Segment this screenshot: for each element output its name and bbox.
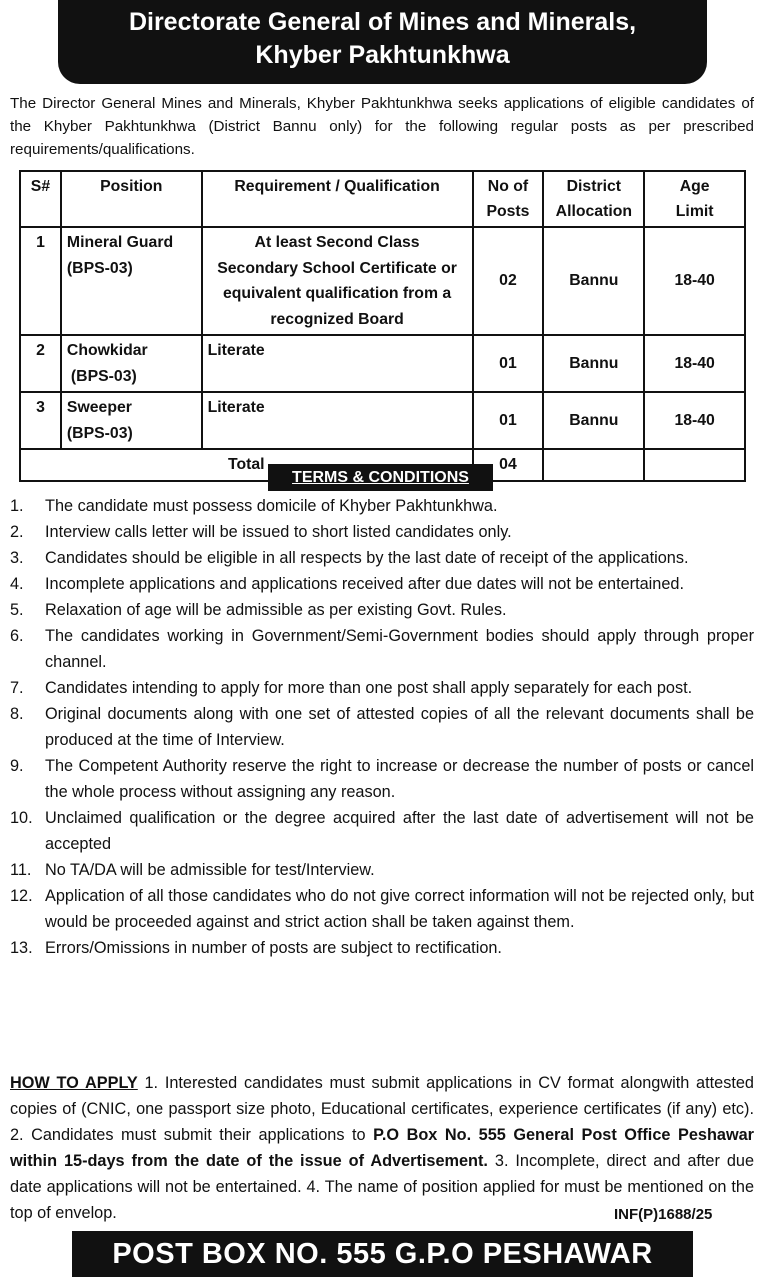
position-scale: (BPS-03) xyxy=(66,259,133,277)
how-to-apply-text-end: 3. Incomplete, direct and after due date applications will not be entertained. 4. The name of position applied for must be mentioned on the top of envelop. xyxy=(10,1152,755,1222)
cell-empty xyxy=(543,449,644,481)
list-item xyxy=(10,701,754,753)
item-number: 3. xyxy=(10,549,24,567)
item-number: 6. xyxy=(10,627,24,645)
terms-list xyxy=(10,493,754,961)
header-district xyxy=(543,171,644,227)
how-to-apply-text: 1. Interested candidates must submit applications in CV format alongwith attested copies of (CNIC, one passport size photo, Educational certificates, experience certificates (if any) etc). 2. Candidates must submit their applications to xyxy=(10,1074,754,1144)
advertisement-header xyxy=(58,0,707,84)
item-number: 8. xyxy=(10,705,24,723)
item-text: Relaxation of age will be admissible as per existing Govt. Rules. xyxy=(45,601,507,619)
cell-position xyxy=(61,335,202,392)
cell-district: Bannu xyxy=(543,335,644,392)
cell-position xyxy=(61,227,202,335)
item-number: 7. xyxy=(10,679,24,697)
cell-requirement: Literate xyxy=(202,335,473,392)
list-item xyxy=(10,675,754,701)
list-item xyxy=(10,623,754,675)
item-text: Errors/Omissions in number of posts are subject to rectification. xyxy=(45,939,502,957)
cell-age: 18-40 xyxy=(644,335,745,392)
header-age-line2: Limit xyxy=(675,203,714,220)
item-text: Interview calls letter will be issued to short listed candidates only. xyxy=(45,523,512,541)
list-item xyxy=(10,493,754,519)
item-text: The candidate must possess domicile of Khyber Pakhtunkhwa. xyxy=(45,497,498,515)
item-number: 9. xyxy=(10,757,24,775)
header-position: Position xyxy=(61,171,202,227)
list-item xyxy=(10,805,754,857)
item-number: 5. xyxy=(10,601,24,619)
list-item xyxy=(10,857,754,883)
item-number: 4. xyxy=(10,575,24,593)
cell-position xyxy=(61,392,202,449)
terms-heading xyxy=(268,464,493,491)
header-requirement: Requirement / Qualification xyxy=(202,171,473,227)
item-number: 12. xyxy=(10,887,33,905)
list-item xyxy=(10,753,754,805)
requirement-line: recognized Board xyxy=(270,310,404,328)
list-item xyxy=(10,519,754,545)
item-text: Original documents along with one set of attested copies of all the relevant documents shall be produced at the time of Interview. xyxy=(45,705,754,749)
list-item xyxy=(10,935,754,961)
table-row xyxy=(20,335,745,392)
position-scale: (BPS-03) xyxy=(70,367,137,385)
item-text: The Competent Authority reserve the right to increase or decrease the number of posts or cancel the whole process without assigning any reason. xyxy=(45,757,754,801)
header-title-line2: Khyber Pakhtunkhwa xyxy=(255,41,510,69)
reference-number: INF(P)1688/25 xyxy=(614,1206,713,1223)
cell-district: Bannu xyxy=(543,227,644,335)
header-age xyxy=(644,171,745,227)
position-scale: (BPS-03) xyxy=(66,424,133,442)
header-posts xyxy=(473,171,544,227)
item-number: 1. xyxy=(10,497,24,515)
item-text: No TA/DA will be admissible for test/Interview. xyxy=(45,861,375,879)
cell-empty xyxy=(644,449,745,481)
post-box-footer: POST BOX NO. 555 G.P.O PESHAWAR xyxy=(72,1231,693,1277)
item-text: Incomplete applications and applications received after due dates will not be entertained. xyxy=(45,575,684,593)
requirement-line: Secondary School Certificate or xyxy=(217,259,457,277)
item-text: Application of all those candidates who do not give correct information will not be rejected only, but would be proceeded against and strict action shall be taken against them. xyxy=(45,887,754,931)
header-sn: S# xyxy=(20,171,61,227)
list-item xyxy=(10,883,754,935)
item-text: Candidates should be eligible in all respects by the last date of receipt of the applications. xyxy=(45,549,689,567)
cell-sn: 1 xyxy=(20,227,61,335)
position-name: Chowkidar xyxy=(66,342,148,359)
header-district-line2: Allocation xyxy=(555,203,633,220)
item-number: 2. xyxy=(10,523,24,541)
item-number: 10. xyxy=(10,809,33,827)
item-text: The candidates working in Government/Semi-Government bodies should apply through proper channel. xyxy=(45,627,754,671)
cell-age: 18-40 xyxy=(644,227,745,335)
cell-total-label: Total xyxy=(20,449,473,481)
how-to-apply-label: HOW TO APPLY xyxy=(10,1074,138,1092)
how-to-apply-paragraph xyxy=(10,1070,754,1226)
item-text: Unclaimed qualification or the degree acquired after the last date of advertisement will not be accepted xyxy=(45,809,754,853)
position-name: Sweeper xyxy=(66,399,132,416)
cell-total-posts: 04 xyxy=(473,449,544,481)
header-title-line1: Directorate General of Mines and Minerals, xyxy=(128,8,637,36)
how-to-apply-address: P.O Box No. 555 General Post Office Peshawar within 15-days from the date of the issue of Advertisement. xyxy=(10,1126,754,1170)
header-age-line1: Age xyxy=(679,178,710,195)
terms-heading-text: TERMS & CONDITIONS xyxy=(292,469,469,486)
cell-posts: 01 xyxy=(473,335,544,392)
table-row xyxy=(20,392,745,449)
list-item xyxy=(10,545,754,571)
header-posts-line2: Posts xyxy=(486,203,530,220)
table-row xyxy=(20,227,745,335)
intro-paragraph: The Director General Mines and Minerals, Khyber Pakhtunkhwa seeks applications of eligible candidates of the Khyber Pakhtunkhwa (District Bannu only) for the following regular posts as per prescribed requirements/qualifications. xyxy=(10,95,754,158)
cell-posts: 02 xyxy=(473,227,544,335)
cell-requirement: Literate xyxy=(202,392,473,449)
table-header-row xyxy=(20,171,745,227)
list-item xyxy=(10,571,754,597)
cell-district: Bannu xyxy=(543,392,644,449)
cell-sn: 3 xyxy=(20,392,61,449)
posts-table xyxy=(19,170,746,482)
item-number: 11. xyxy=(10,861,32,879)
header-district-line1: District xyxy=(566,178,622,195)
header-posts-line1: No of xyxy=(487,178,529,195)
requirement-line: At least Second Class xyxy=(254,234,420,251)
list-item xyxy=(10,597,754,623)
cell-sn: 2 xyxy=(20,335,61,392)
item-number: 13. xyxy=(10,939,33,957)
item-text: Candidates intending to apply for more than one post shall apply separately for each post. xyxy=(45,679,693,697)
position-name: Mineral Guard xyxy=(66,234,174,251)
cell-requirement xyxy=(202,227,473,335)
cell-posts: 01 xyxy=(473,392,544,449)
requirement-line: equivalent qualification from a xyxy=(222,285,452,302)
cell-age: 18-40 xyxy=(644,392,745,449)
